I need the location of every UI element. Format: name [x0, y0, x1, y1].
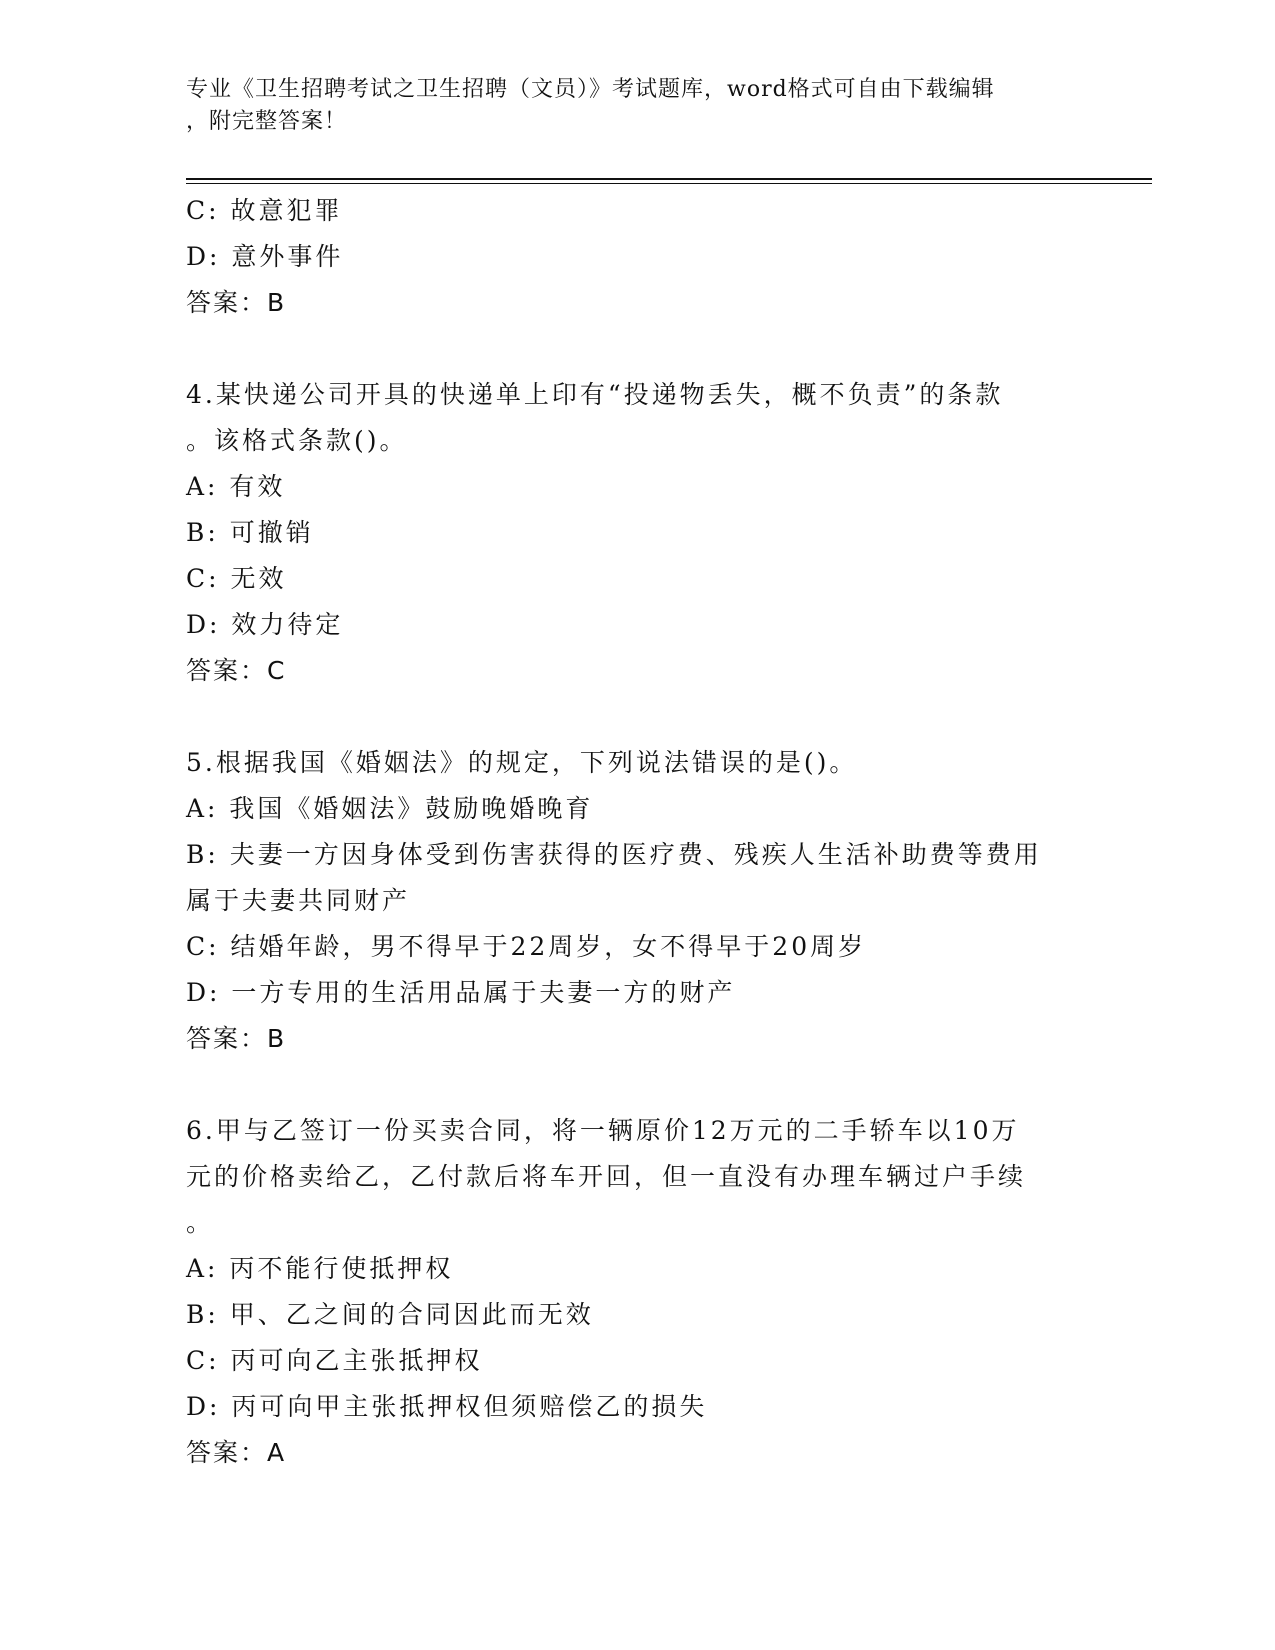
option-a: A: 有效 [186, 472, 286, 501]
question-gap [186, 1062, 1086, 1108]
answer-line: 答案：B [186, 288, 287, 317]
question-gap [186, 326, 1086, 372]
option-a: A: 丙不能行使抵押权 [186, 1254, 454, 1283]
question-3-tail [186, 188, 1086, 326]
option-d: D: 丙可向甲主张抵押权但须赔偿乙的损失 [186, 1392, 708, 1421]
header-line-1: 专业《卫生招聘考试之卫生招聘（文员）》考试题库，word格式可自由下载编辑 [186, 77, 995, 102]
option-b: B: 甲、乙之间的合同因此而无效 [186, 1300, 594, 1329]
answer-line: 答案：B [186, 1024, 287, 1053]
question-6 [186, 1108, 1086, 1476]
question-5 [186, 740, 1086, 1062]
option-b-line-1: B: 夫妻一方因身体受到伤害获得的医疗费、残疾人生活补助费等费用 [186, 840, 1042, 869]
option-a: A: 我国《婚姻法》鼓励晚婚晚育 [186, 794, 594, 823]
document-header [186, 74, 1066, 138]
question-list [186, 188, 1086, 1476]
question-stem-line: 。该格式条款()。 [186, 426, 408, 455]
question-stem-line: 4.某快递公司开具的快递单上印有“投递物丢失，概不负责”的条款 [186, 380, 1004, 409]
question-stem-line: 6.甲与乙签订一份买卖合同，将一辆原价12万元的二手轿车以10万 [186, 1116, 1020, 1145]
question-stem-line: 5.根据我国《婚姻法》的规定，下列说法错误的是()。 [186, 748, 858, 777]
answer-line: 答案：C [186, 656, 287, 685]
header-line-2: ，附完整答案！ [186, 109, 348, 134]
option-d: D: 意外事件 [186, 242, 344, 271]
option-b-line-2: 属于夫妻共同财产 [186, 886, 411, 915]
option-b: B: 可撤销 [186, 518, 314, 547]
option-c: C: 无效 [186, 564, 287, 593]
question-stem-line: 。 [186, 1208, 215, 1237]
option-c: C: 结婚年龄，男不得早于22周岁，女不得早于20周岁 [186, 932, 867, 961]
option-d: D: 一方专用的生活用品属于夫妻一方的财产 [186, 978, 736, 1007]
answer-line: 答案：A [186, 1438, 287, 1467]
option-c: C: 故意犯罪 [186, 196, 343, 225]
option-d: D: 效力待定 [186, 610, 344, 639]
header-rule-thin [186, 183, 1152, 184]
question-4 [186, 372, 1086, 694]
header-rule-thick [186, 178, 1152, 180]
option-c: C: 丙可向乙主张抵押权 [186, 1346, 483, 1375]
question-gap [186, 694, 1086, 740]
question-stem-line: 元的价格卖给乙，乙付款后将车开回，但一直没有办理车辆过户手续 [186, 1162, 1027, 1191]
